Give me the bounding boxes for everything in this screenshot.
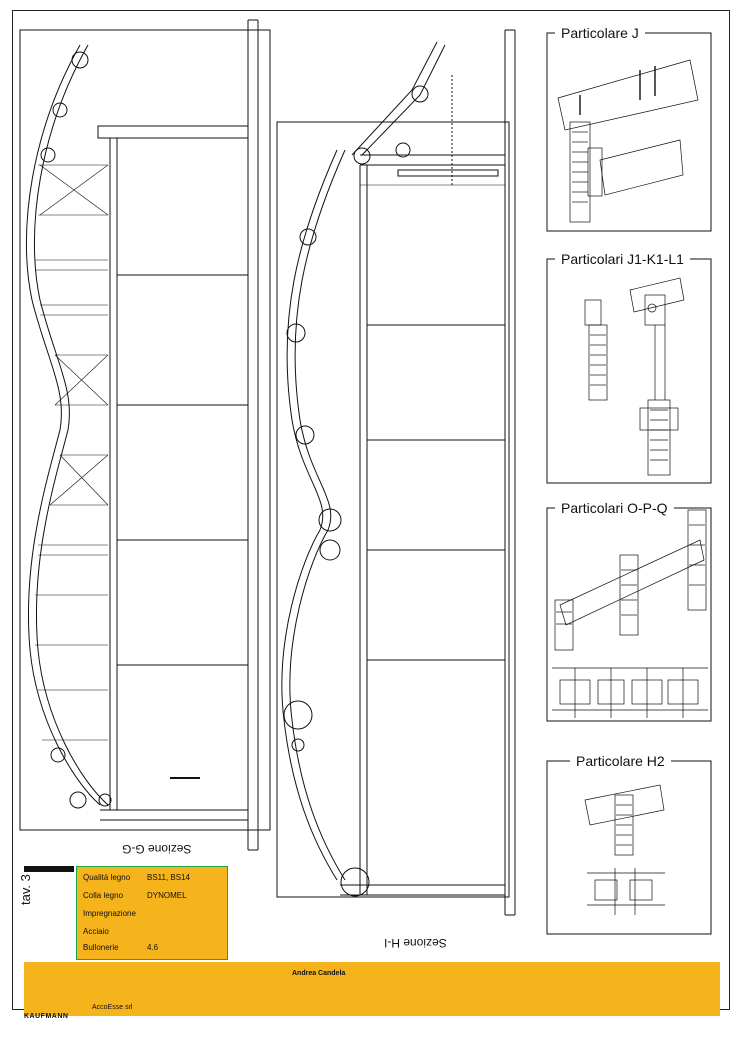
spec-value: BS11, BS14 — [147, 873, 190, 882]
section-hi — [277, 30, 515, 915]
company-name: KAUFMANN — [24, 1013, 69, 1020]
spec-label: Colla legno — [83, 891, 124, 900]
spec-value: DYNOMEL — [147, 891, 187, 900]
detail-box-h2 — [547, 761, 711, 934]
section-label-gg: Sezione G-G — [122, 842, 192, 856]
detail-box-j — [547, 33, 711, 231]
detail-title-j: Particolare J — [555, 25, 645, 41]
section-gg — [20, 20, 270, 850]
spec-label: Impregnazione — [83, 909, 136, 918]
footer-partner: AccoEsse srl — [92, 1004, 133, 1011]
spec-label: Bullonerie — [83, 943, 119, 952]
spec-value: 4.6 — [147, 943, 159, 952]
footer-engineer: Andrea Candela — [292, 970, 346, 977]
title-block-bar — [24, 866, 74, 872]
spec-label: Qualità legno — [83, 873, 131, 882]
detail-box-j1k1l1 — [547, 259, 711, 483]
spec-label: Acciaio — [83, 927, 109, 936]
section-label-hi: Sezione H-I — [384, 936, 447, 950]
detail-title-h2: Particolare H2 — [570, 753, 671, 769]
spec-table — [76, 866, 228, 960]
detail-box-opq — [547, 508, 711, 721]
detail-title-j1k1l1: Particolari J1-K1-L1 — [555, 251, 690, 267]
footer-band — [24, 962, 720, 1016]
detail-title-opq: Particolari O-P-Q — [555, 500, 674, 516]
sheet-number: tav. 3 — [18, 874, 33, 905]
